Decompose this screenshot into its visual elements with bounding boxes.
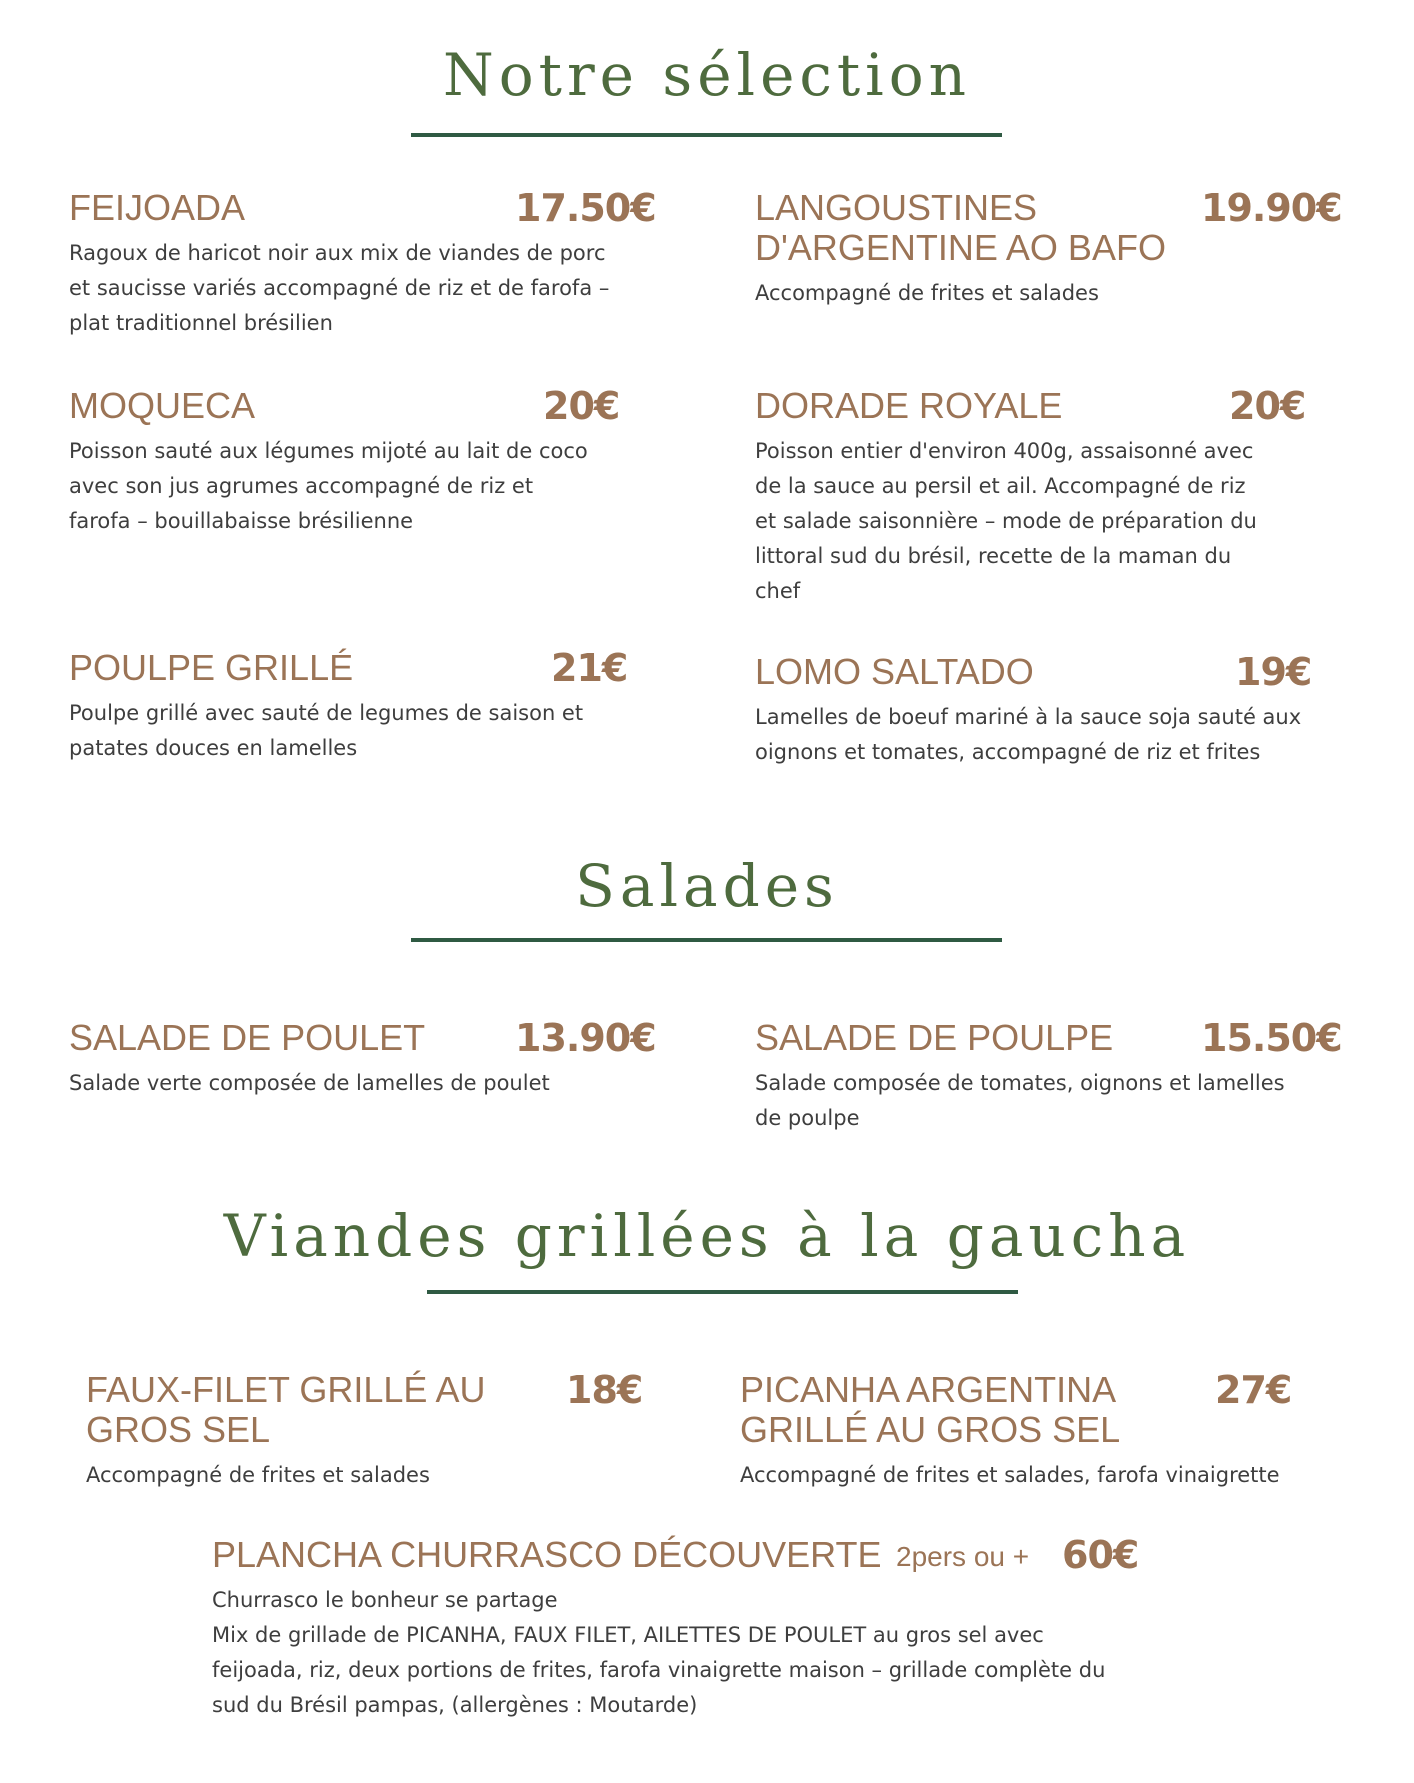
item-description: Accompagné de frites et salades [86,1463,430,1487]
item-description: Accompagné de frites et salades [755,281,1099,305]
item-price: 19€ [1235,650,1312,694]
item-price: 15.50€ [1201,1016,1342,1060]
item-name: POULPE GRILLÉ [69,647,354,688]
item-name: FAUX-FILET GRILLÉ AU GROS SEL [86,1369,486,1450]
item-description: Lamelles de boeuf mariné à la sauce soja sauté aux oignons et tomates, accompagné de riz et frites [755,705,1302,764]
item-name: MOQUECA [69,385,256,426]
item-price: 20€ [543,384,620,428]
item-description: Churrasco le bonheur se partage Mix de grillade de PICANHA, FAUX FILET, AILETTES DE POULET au gros sel avec feijoada, riz, deux portions de frites, farofa vinaigrette maison – grillade complète du sud du Brésil pampas, (allergènes : Moutarde) [212,1588,1106,1717]
menu-item-moqueca [69,386,669,546]
menu-item-faux-filet [86,1370,666,1500]
item-name: LANGOUSTINES D'ARGENTINE AO BAFO [755,187,1166,268]
menu-item-dorade-royale [755,386,1355,616]
item-description: Salade composée de tomates, oignons et lamelles de poulpe [755,1071,1285,1130]
item-name: PLANCHA CHURRASCO DÉCOUVERTE [212,1534,882,1575]
item-name: PICANHA ARGENTINA GRILLÉ AU GROS SEL [740,1369,1121,1450]
item-serves-note: 2pers ou + [896,1541,1030,1572]
item-name: FEIJOADA [69,187,246,228]
item-name: SALADE DE POULET [69,1017,426,1058]
menu-item-lomo-saltado [755,652,1365,782]
section-title-notre-selection: Notre sélection [442,41,972,109]
item-description: Poisson sauté aux légumes mijoté au lait de coco avec son jus agrumes accompagné de riz et farofa – bouillabaisse brésilienne [69,439,588,533]
item-description: Salade verte composée de lamelles de poulet [69,1071,550,1095]
section-divider [411,938,1002,942]
item-name: DORADE ROYALE [755,385,1063,426]
section-divider [411,133,1002,137]
menu-item-picanha-argentina [740,1370,1380,1500]
item-price: 17.50€ [515,186,656,230]
section-title-salades: Salades [575,852,839,920]
item-price: 13.90€ [515,1016,656,1060]
section-title-viandes-grillees: Viandes grillées à la gaucha [223,1202,1191,1270]
menu-item-salade-de-poulet [69,1018,669,1108]
section-divider [427,1290,1018,1294]
item-price: 19.90€ [1201,186,1342,230]
item-price: 18€ [566,1368,643,1412]
item-price: 60€ [1062,1533,1139,1577]
item-description: Accompagné de frites et salades, farofa vinaigrette [740,1463,1280,1487]
item-description: Poisson entier d'environ 400g, assaisonné avec de la sauce au persil et ail. Accompagné de riz et salade saisonnière – mode de préparation du littoral sud du brésil, recette de la maman du chef [755,439,1257,603]
menu-item-plancha-churrasco [212,1535,1212,1735]
item-name: SALADE DE POULPE [755,1017,1114,1058]
menu-item-langoustines [755,188,1355,308]
item-price: 27€ [1215,1368,1292,1412]
item-price: 20€ [1229,384,1306,428]
item-price: 21€ [551,646,628,690]
menu-item-poulpe-grille [69,648,669,778]
item-description: Ragoux de haricot noir aux mix de viandes de porc et saucisse variés accompagné de riz et de farofa – plat traditionnel brésilien [69,241,610,335]
item-name: LOMO SALTADO [755,651,1034,692]
item-description: Poulpe grillé avec sauté de legumes de saison et patates douces en lamelles [69,701,584,760]
menu-item-salade-de-poulpe [755,1018,1355,1148]
menu-item-feijoada [69,188,669,348]
